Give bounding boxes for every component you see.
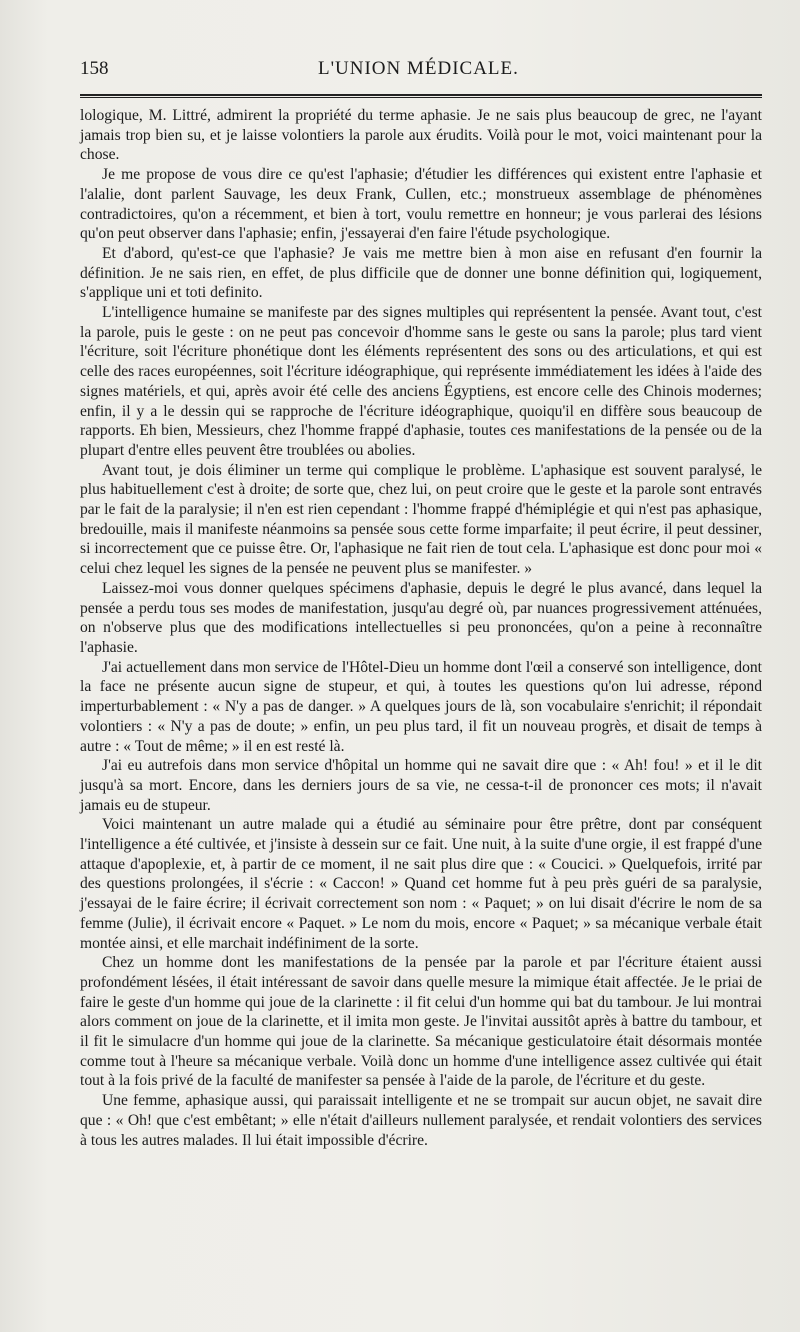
article-body — [80, 106, 762, 1150]
paragraph: L'intelligence humaine se manifeste par des signes multiples qui représentent la pensée. Avant tout, c'est la parole, puis le geste : on ne peut pas concevoir d'homme sans le geste ou sans la parole; plus tard vient l'écriture, soit l'écriture phonétique dont les éléments représentent des sons ou des articulations, et qui est celle des races européennes, soit l'écriture idéographique, qui représente immédiatement les idées à l'aide des signes matériels, et qui, après avoir été celle des anciens Égyptiens, est encore celle des Chinois modernes; enfin, il y a le dessin qui se rapproche de l'écriture idéographique, quoiqu'il en diffère sous beaucoup de rapports. Eh bien, Messieurs, chez l'homme frappé d'aphasie, toutes ces manifestations de la pensée ou de la plupart d'entre elles peuvent être troublées ou abolies. — [80, 304, 762, 459]
paragraph: Avant tout, je dois éliminer un terme qui complique le problème. L'aphasique est souvent paralysé, le plus habituellement c'est à droite; de sorte que, chez lui, on peut croire que le geste et la parole sont entravés par le fait de la paralysie; il n'en est rien cependant : l'homme frappé d'hémiplégie et qui n'est pas aphasique, bredouille, mais il manifeste néanmoins sa pensée sous cette forme imparfaite; il peut écrire, il peut dessiner, si incorrectement que ce puisse être. Or, l'aphasique ne fait rien de tout cela. L'aphasique est donc pour moi « celui chez lequel les signes de la pensée ne peuvent plus se manifester. » — [80, 461, 762, 578]
paragraph: Laissez-moi vous donner quelques spécimens d'aphasie, depuis le degré le plus avancé, dans lequel la pensée a perdu tous ses modes de manifestation, jusqu'au degré où, par nuances progressivement atténuées, on n'observe plus que des modifications intellectuelles si peu prononcées, qu'on a peine à reconnaître l'aphasie. — [80, 579, 762, 656]
paragraph: Je me propose de vous dire ce qu'est l'aphasie; d'étudier les différences qui existent entre l'aphasie et l'alalie, dont parlent Sauvage, les deux Frank, Cullen, etc.; monstrueux assemblage de phénomènes contradictoires, qu'on a récemment, et bien à tort, voulu remettre en honneur; je vous parlerai des lésions qu'on peut observer dans l'aphasie; enfin, j'essayerai d'en faire l'étude psychologique. — [80, 166, 762, 243]
paragraph: lologique, M. Littré, admirent la propriété du terme aphasie. Je ne sais plus beaucoup de grec, ne l'ayant jamais trop bien su, et je laisse volontiers la parole aux érudits. Voilà pour le mot, voici maintenant pour la chose. — [80, 107, 762, 164]
paragraph: Une femme, aphasique aussi, qui paraissait intelligente et ne se trompait sur aucun objet, ne savait dire que : « Oh! que c'est embêtant; » elle n'était d'ailleurs nullement paralysée, et rendait volontiers des services à tous les autres malades. Il lui était impossible d'écrire. — [80, 1092, 762, 1149]
header-rule — [80, 94, 762, 98]
paragraph: J'ai eu autrefois dans mon service d'hôpital un homme qui ne savait dire que : « Ah! fou! » et il le dit jusqu'à sa mort. Encore, dans les derniers jours de sa vie, ne cessa-t-il de prononcer ces mots; il n'avait jamais eu de stupeur. — [80, 757, 762, 814]
running-title: L'UNION MÉDICALE. — [318, 58, 519, 79]
paragraph: Chez un homme dont les manifestations de la pensée par la parole et par l'écriture étaient aussi profondément lésées, il était intéressant de savoir dans quelle mesure la mimique était affectée. Je le priai de faire le geste d'un homme qui joue de la clarinette : il fit celui d'un homme qui bat du tambour. Je lui montrai alors comment on joue de la clarinette, et il imita mon geste. Je l'invitai aussitôt après à battre du tambour, et il fit le simulacre d'un homme qui joue de la clarinette. Sa mécanique gesticulatoire était désormais montée comme tout à l'heure sa mécanique verbale. Voilà donc un homme d'une intelligence assez cultivée qui était tout à la fois privé de la faculté de manifester sa pensée à l'aide de la parole, de l'écriture et du geste. — [80, 954, 762, 1090]
paragraph: Voici maintenant un autre malade qui a étudié au séminaire pour être prêtre, dont par conséquent l'intelligence a été cultivée, et j'insiste à dessein sur ce fait. Une nuit, à la suite d'une orgie, il est frappé d'une attaque d'apoplexie, et, à partir de ce moment, il ne sait plus dire que : « Coucici. » Quelquefois, irrité par des questions prolongées, il s'écrie : « Caccon! » Quand cet homme fut à peu près guéri de sa paralysie, j'essayai de le faire écrire; il écrivait correctement son nom : « Paquet; » on lui disait d'écrire le nom de sa femme (Julie), il écrivait encore « Paquet. » Le nom du mois, encore « Paquet; » sa mécanique verbale était montée ainsi, et elle marchait indéfiniment de la sorte. — [80, 816, 762, 952]
page-header — [80, 58, 762, 94]
paragraph: Et d'abord, qu'est-ce que l'aphasie? Je vais me mettre bien à mon aise en refusant d'en fournir la définition. Je ne sais rien, en effet, de plus difficile que de donner une bonne définition qui, logiquement, s'applique uni et toti definito. — [80, 244, 762, 302]
page-number: 158 — [80, 58, 109, 79]
paragraph: J'ai actuellement dans mon service de l'Hôtel-Dieu un homme dont l'œil a conservé son intelligence, dont la face ne présente aucun signe de stupeur, et qui, à toutes les questions qu'on lui adresse, répond imperturbablement : « N'y a pas de danger. » A quelques jours de là, son vocabulaire s'enrichit; il répondait volontiers : « N'y a pas de doute; » enfin, un peu plus tard, il fit un nouveau progrès, et disait de temps à autre : « Tout de même; » il en est resté là. — [80, 658, 762, 755]
